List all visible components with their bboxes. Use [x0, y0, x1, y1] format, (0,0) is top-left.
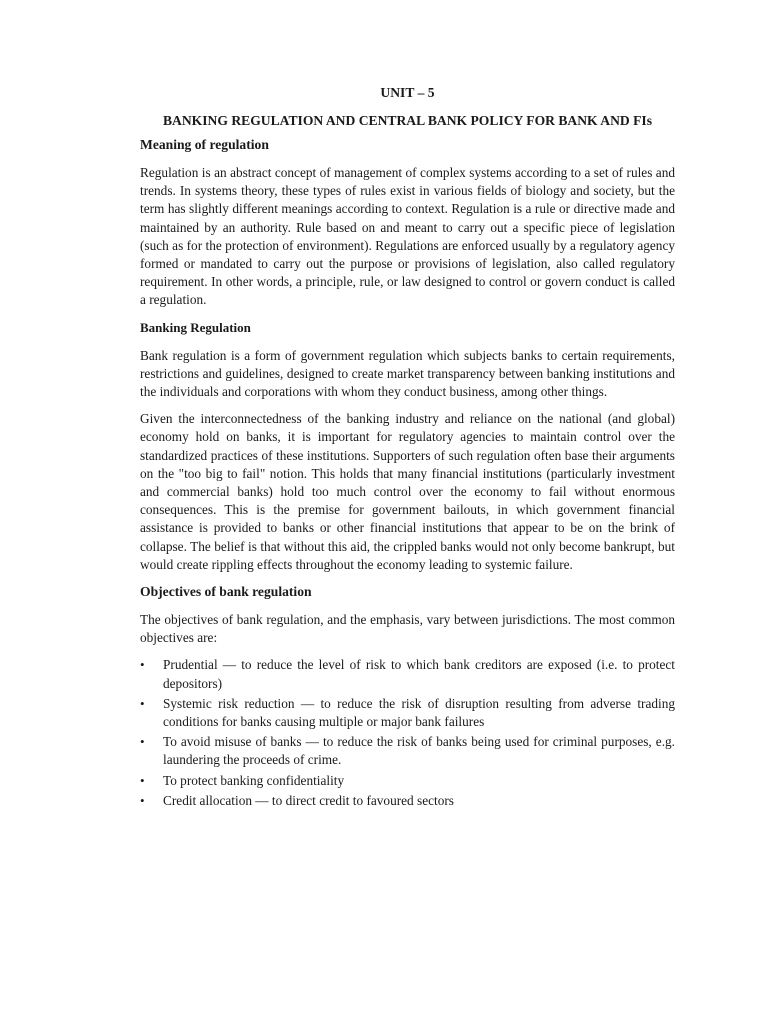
list-item-text: Prudential — to reduce the level of risk to which bank creditors are exposed (i.e. to protect depositors): [163, 657, 675, 691]
list-item-text: To avoid misuse of banks — to reduce the risk of banks being used for criminal purposes, e.g. laundering the proceeds of crime.: [163, 734, 675, 768]
paragraph-meaning-of-regulation: Regulation is an abstract concept of management of complex systems according to a set of rules and trends. In systems theory, these types of rules exist in various fields of biology and society, but the term has slightly different meanings according to context. Regulation is a rule or directive made and maintained by an authority. Rule based on and meant to carry out a specific piece of legislation (such as for the protection of environment). Regulations are enforced usually by a regulatory agency formed or mandated to carry out the purpose or provisions of legislation, also called regulatory requirement. In other words, a principle, rule, or law designed to control or govern conduct is called a regulation.: [140, 165, 675, 308]
paragraph-banking-regulation-2: Given the interconnectedness of the banking industry and reliance on the national (and global) economy hold on banks, it is important for regulatory agencies to maintain control over the standardized practices of these institutions. Supporters of such regulation often base their arguments on the "too big to fail" notion. This holds that many financial institutions (particularly investment and commercial banks) hold too much control over the economy to fail without enormous consequences. This is the premise for government bailouts, in which government financial assistance is provided to banks or other financial institutions that appear to be on the brink of collapse. The belief is that without this aid, the crippled banks would not only become bankrupt, but would create rippling effects throughout the economy leading to systemic failure.: [140, 411, 675, 572]
list-item: [140, 733, 675, 769]
list-item: [140, 772, 675, 790]
list-item-text: To protect banking confidentiality: [163, 772, 345, 788]
list-item: [140, 656, 675, 692]
bullet-icon: •: [140, 734, 145, 750]
list-item-text: Credit allocation — to direct credit to favoured sectors: [163, 792, 454, 808]
heading-meaning-of-regulation: Meaning of regulation: [140, 137, 269, 152]
paragraph-objectives-intro: The objectives of bank regulation, and the emphasis, vary between jurisdictions. The most common objectives are:: [140, 612, 675, 646]
heading-objectives: Objectives of bank regulation: [140, 584, 312, 600]
list-item: [140, 695, 675, 731]
paragraph-banking-regulation-1: Bank regulation is a form of government regulation which subjects banks to certain requirements, restrictions and guidelines, designed to create market transparency between banking institutions and the individuals and corporations with whom they conduct business, among other things.: [140, 347, 675, 400]
heading-banking-regulation: Banking Regulation: [140, 319, 251, 335]
bullet-icon: •: [140, 657, 145, 673]
document-page: [140, 84, 675, 812]
bullet-icon: •: [140, 772, 145, 788]
bullet-icon: •: [140, 792, 145, 808]
list-item-text: Systemic risk reduction — to reduce the risk of disruption resulting from adverse trading conditions for banks causing multiple or major bank failures: [163, 695, 675, 730]
unit-title: UNIT – 5: [380, 85, 435, 100]
main-title: BANKING REGULATION AND CENTRAL BANK POLICY FOR BANK AND FIs: [162, 113, 653, 128]
objectives-list: [140, 656, 675, 810]
list-item: [140, 792, 675, 810]
bullet-icon: •: [140, 695, 145, 711]
